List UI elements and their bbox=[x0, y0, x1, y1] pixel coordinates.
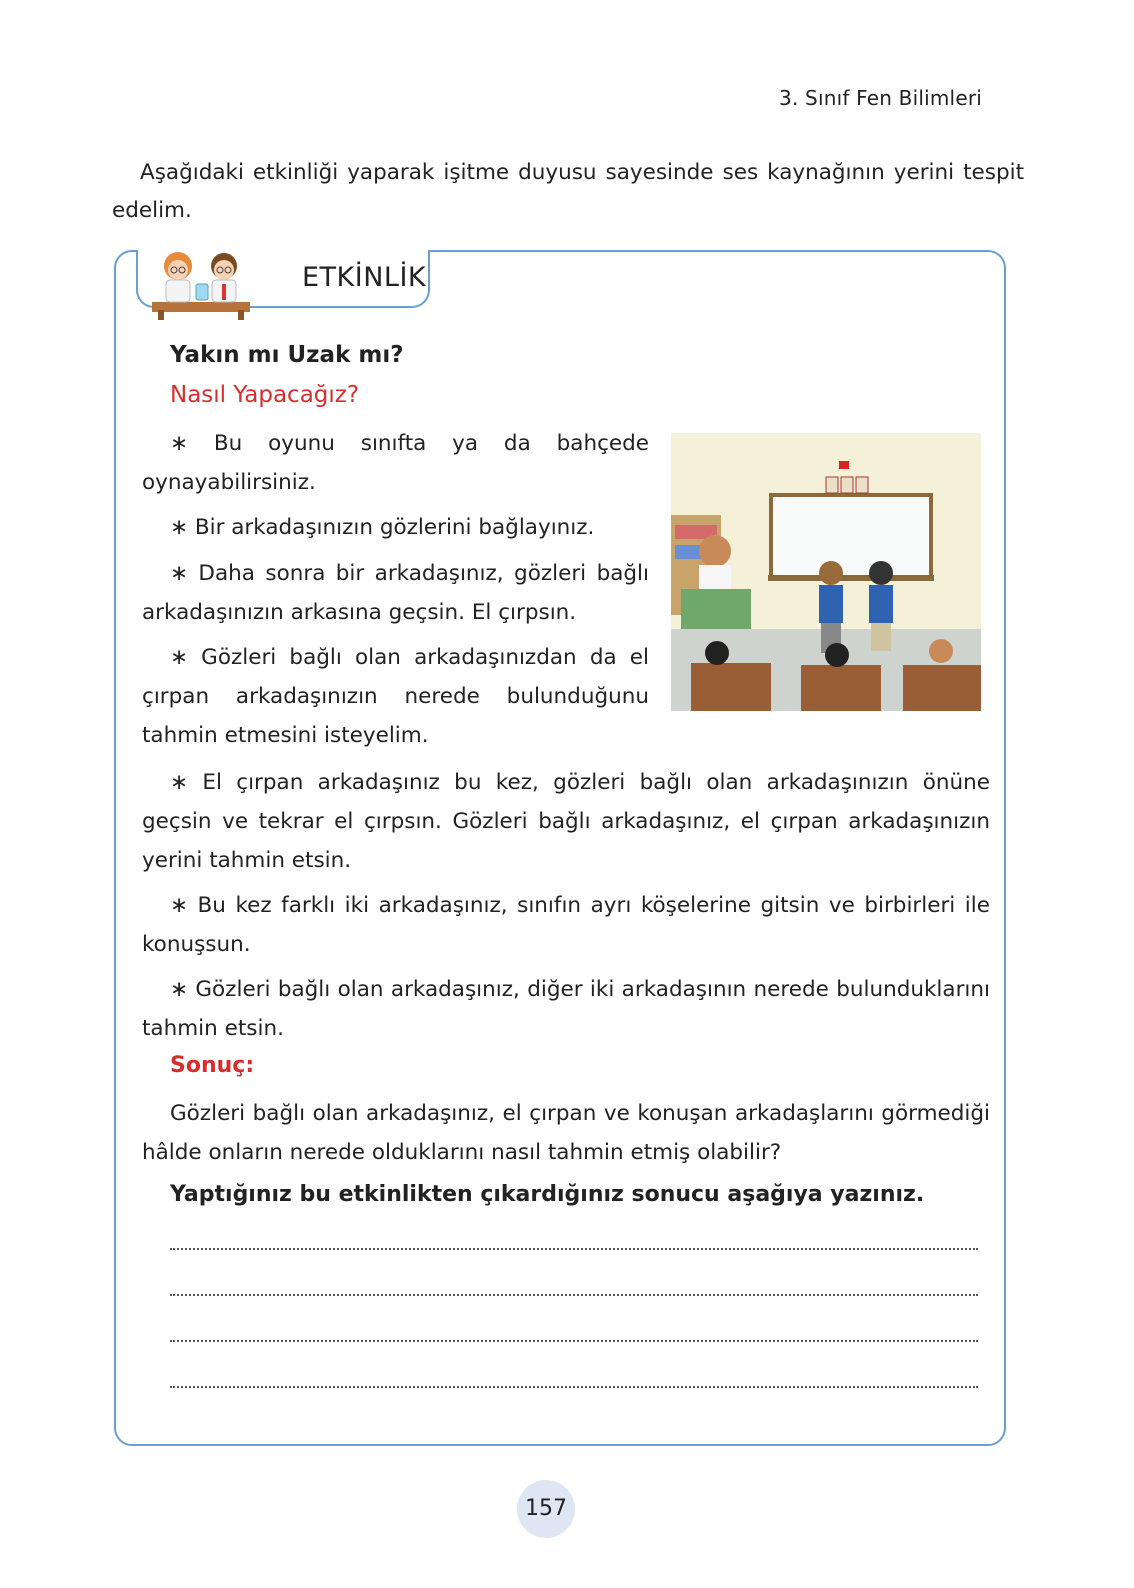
result-label: Sonuç: bbox=[170, 1053, 255, 1078]
step-1: ∗ Bu oyunu sınıfta ya da bahçede oynayabilirsiniz. bbox=[142, 431, 649, 495]
step-7: ∗ Gözleri bağlı olan arkadaşınız, diğer iki arkadaşının nerede bulunduklarını tahmin etsin. bbox=[142, 977, 990, 1041]
step-3: ∗ Daha sonra bir arkadaşınız, gözleri bağlı arkadaşınızın arkasına geçsin. El çırpsın. bbox=[142, 561, 649, 625]
page-number: 157 bbox=[517, 1480, 575, 1538]
step-2: ∗ Bir arkadaşınızın gözlerini bağlayınız. bbox=[170, 515, 595, 540]
scientist-kids-icon bbox=[150, 244, 254, 322]
step-6: ∗ Bu kez farklı iki arkadaşınız, sınıfın ayrı köşelerine gitsin ve birbirleri ile konuşsun. bbox=[142, 893, 990, 957]
answer-line-4[interactable] bbox=[170, 1386, 978, 1388]
answer-line-1[interactable] bbox=[170, 1248, 978, 1250]
intro-paragraph: Aşağıdaki etkinliği yaparak işitme duyusu sayesinde ses kaynağının yerini tespit edelim. bbox=[112, 160, 1024, 223]
activity-tab-title: ETKİNLİK bbox=[302, 262, 427, 293]
classroom-illustration bbox=[671, 433, 981, 711]
subject-header: 3. Sınıf Fen Bilimleri bbox=[779, 86, 982, 110]
activity-title: Yakın mı Uzak mı? bbox=[170, 342, 404, 368]
answer-line-3[interactable] bbox=[170, 1340, 978, 1342]
how-label: Nasıl Yapacağız? bbox=[170, 382, 360, 408]
step-5: ∗ El çırpan arkadaşınız bu kez, gözleri bağlı olan arkadaşınızın önüne geçsin ve tekrar el çırpsın. Gözleri bağlı arkadaşınız, el çırpan arkadaşınızın yerini tahmin etsin. bbox=[142, 770, 990, 873]
step-4: ∗ Gözleri bağlı olan arkadaşınızdan da el çırpan arkadaşınızın nerede bulunduğunu tahmin etmesini isteyelim. bbox=[142, 645, 649, 748]
instruction-text: Yaptığınız bu etkinlikten çıkardığınız sonucu aşağıya yazınız. bbox=[170, 1182, 925, 1207]
answer-line-2[interactable] bbox=[170, 1294, 978, 1296]
result-question: Gözleri bağlı olan arkadaşınız, el çırpan ve konuşan arkadaşlarını görmediği hâlde onların nerede olduklarını nasıl tahmin etmiş olabilir? bbox=[142, 1101, 990, 1165]
